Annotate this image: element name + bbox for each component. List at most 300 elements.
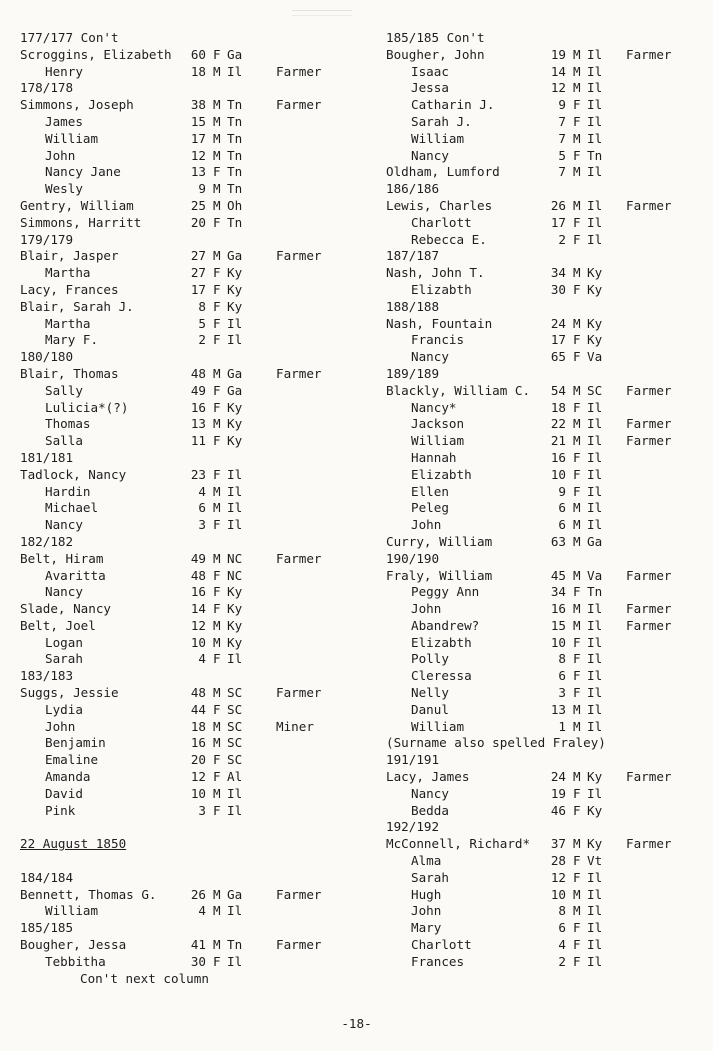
household-number-label: 180/180 xyxy=(20,349,74,365)
person-name: Emaline xyxy=(45,752,99,768)
person-row xyxy=(20,316,360,333)
person-sex: M xyxy=(213,937,221,953)
household-number xyxy=(386,752,696,769)
person-sex: F xyxy=(573,920,581,936)
person-age: 16 xyxy=(190,584,206,600)
person-age: 12 xyxy=(550,869,566,885)
person-name: Nancy* xyxy=(411,399,457,415)
person-row xyxy=(20,786,360,803)
person-birthplace: Ga xyxy=(227,365,243,381)
person-age: 11 xyxy=(190,433,206,449)
person-name: Danul xyxy=(411,701,449,717)
person-birthplace: Vt xyxy=(587,853,603,869)
person-age: 37 xyxy=(550,836,566,852)
person-sex: M xyxy=(213,248,221,264)
person-row xyxy=(20,685,360,702)
person-row xyxy=(20,114,360,131)
person-row xyxy=(20,181,360,198)
person-name: Mary xyxy=(411,920,442,936)
person-birthplace: Il xyxy=(227,785,243,801)
person-sex: M xyxy=(573,886,581,902)
person-occupation: Farmer xyxy=(276,365,322,381)
person-birthplace: Oh xyxy=(227,197,243,213)
person-sex: F xyxy=(213,701,221,717)
person-sex: M xyxy=(573,80,581,96)
person-birthplace: Ga xyxy=(227,886,243,902)
person-row xyxy=(20,735,360,752)
person-birthplace: Tn xyxy=(227,164,243,180)
person-sex: F xyxy=(573,332,581,348)
person-age: 10 xyxy=(550,886,566,902)
person-row xyxy=(20,248,360,265)
person-age: 8 xyxy=(558,651,566,667)
person-name: Salla xyxy=(45,433,83,449)
person-sex: F xyxy=(573,785,581,801)
person-age: 6 xyxy=(558,668,566,684)
person-birthplace: Il xyxy=(587,231,603,247)
person-age: 6 xyxy=(558,517,566,533)
household-number-label: 178/178 xyxy=(20,80,74,96)
person-sex: F xyxy=(213,752,221,768)
person-name: Sarah xyxy=(45,651,83,667)
person-name: Simmons, Joseph xyxy=(20,97,134,113)
person-name: Francis xyxy=(411,332,465,348)
person-row xyxy=(20,500,360,517)
person-sex: F xyxy=(573,634,581,650)
person-sex: F xyxy=(213,769,221,785)
person-age: 14 xyxy=(190,601,206,617)
person-sex: M xyxy=(213,483,221,499)
person-age: 7 xyxy=(558,130,566,146)
person-row xyxy=(386,836,696,853)
person-age: 19 xyxy=(550,785,566,801)
person-sex: F xyxy=(573,466,581,482)
household-number xyxy=(386,551,696,568)
person-name: Tadlock, Nancy xyxy=(20,466,127,482)
person-name: John xyxy=(411,903,442,919)
person-row xyxy=(386,467,696,484)
person-birthplace: SC xyxy=(227,735,243,751)
person-birthplace: Tn xyxy=(227,97,243,113)
person-row xyxy=(386,954,696,971)
person-name: Scroggins, Elizabeth xyxy=(20,46,172,62)
person-row xyxy=(386,332,696,349)
person-row xyxy=(20,702,360,719)
person-sex: F xyxy=(213,265,221,281)
person-name: Suggs, Jessie xyxy=(20,685,119,701)
person-birthplace: Ky xyxy=(227,617,243,633)
person-row xyxy=(20,164,360,181)
person-age: 18 xyxy=(190,718,206,734)
person-birthplace: Va xyxy=(587,567,603,583)
person-birthplace: Il xyxy=(587,433,603,449)
person-sex: M xyxy=(213,97,221,113)
person-sex: M xyxy=(573,500,581,516)
person-sex: F xyxy=(573,668,581,684)
household-number-label: 179/179 xyxy=(20,231,74,247)
person-sex: M xyxy=(573,46,581,62)
person-sex: F xyxy=(213,953,221,969)
person-birthplace: Il xyxy=(587,601,603,617)
person-row xyxy=(20,265,360,282)
person-row xyxy=(386,215,696,232)
person-name: Nancy xyxy=(411,785,449,801)
person-row xyxy=(20,903,360,920)
person-sex: M xyxy=(573,382,581,398)
person-row xyxy=(386,500,696,517)
household-number-label: 177/177 Con't xyxy=(20,30,119,45)
person-occupation: Farmer xyxy=(626,617,672,633)
person-sex: M xyxy=(213,500,221,516)
person-birthplace: Ky xyxy=(227,584,243,600)
person-birthplace: Ga xyxy=(227,248,243,264)
person-row xyxy=(386,887,696,904)
person-name: Michael xyxy=(45,500,99,516)
person-sex: F xyxy=(213,466,221,482)
spacer xyxy=(20,853,360,870)
person-birthplace: Ky xyxy=(587,802,603,818)
person-name: William xyxy=(45,903,99,919)
person-sex: M xyxy=(213,886,221,902)
person-name: Blair, Sarah J. xyxy=(20,298,134,314)
person-row xyxy=(20,97,360,114)
person-age: 7 xyxy=(558,113,566,129)
person-sex: M xyxy=(573,701,581,717)
person-age: 17 xyxy=(190,281,206,297)
person-age: 16 xyxy=(190,399,206,415)
person-sex: F xyxy=(573,281,581,297)
household-number-label: 183/183 xyxy=(20,668,74,684)
person-age: 48 xyxy=(190,685,206,701)
person-sex: M xyxy=(573,836,581,852)
person-row xyxy=(20,635,360,652)
person-birthplace: Il xyxy=(227,63,243,79)
person-occupation: Farmer xyxy=(626,433,672,449)
person-name: John xyxy=(45,718,76,734)
person-name: Lulicia*(?) xyxy=(45,399,129,415)
person-row xyxy=(386,114,696,131)
person-age: 49 xyxy=(190,382,206,398)
person-birthplace: Ky xyxy=(587,315,603,331)
household-number-label: 190/190 xyxy=(386,550,440,566)
person-name: Bougher, Jessa xyxy=(20,937,127,953)
person-birthplace: Tn xyxy=(227,147,243,163)
person-name: James xyxy=(45,113,83,129)
person-birthplace: Ky xyxy=(587,769,603,785)
person-occupation: Farmer xyxy=(276,886,322,902)
person-row xyxy=(386,416,696,433)
person-sex: F xyxy=(573,685,581,701)
person-occupation: Farmer xyxy=(276,685,322,701)
person-name: Bennett, Thomas G. xyxy=(20,886,157,902)
person-name: Catharin J. xyxy=(411,97,495,113)
person-age: 44 xyxy=(190,701,206,717)
person-age: 26 xyxy=(190,886,206,902)
person-sex: M xyxy=(573,517,581,533)
person-sex: M xyxy=(213,181,221,197)
person-row xyxy=(386,651,696,668)
person-age: 12 xyxy=(550,80,566,96)
person-sex: M xyxy=(213,785,221,801)
person-row xyxy=(20,148,360,165)
person-row xyxy=(386,601,696,618)
person-sex: M xyxy=(213,416,221,432)
person-age: 6 xyxy=(558,920,566,936)
person-age: 17 xyxy=(550,214,566,230)
person-name: Nancy xyxy=(45,517,83,533)
person-row xyxy=(20,551,360,568)
person-row xyxy=(20,601,360,618)
household-number xyxy=(386,181,696,198)
person-birthplace: Va xyxy=(587,349,603,365)
person-row xyxy=(20,433,360,450)
person-name: Martha xyxy=(45,265,91,281)
person-name: Nash, Fountain xyxy=(386,315,493,331)
person-birthplace: Il xyxy=(227,903,243,919)
person-name: Belt, Joel xyxy=(20,617,96,633)
person-row xyxy=(386,433,696,450)
person-row xyxy=(386,80,696,97)
person-birthplace: Il xyxy=(587,483,603,499)
person-birthplace: Il xyxy=(587,399,603,415)
person-sex: F xyxy=(573,349,581,365)
person-sex: F xyxy=(213,399,221,415)
person-name: Curry, William xyxy=(386,533,493,549)
person-row xyxy=(20,954,360,971)
person-birthplace: Il xyxy=(587,63,603,79)
person-sex: M xyxy=(213,718,221,734)
person-row xyxy=(386,702,696,719)
person-age: 10 xyxy=(550,466,566,482)
person-birthplace: Ga xyxy=(227,46,243,62)
person-name: Ellen xyxy=(411,483,449,499)
person-sex: F xyxy=(573,853,581,869)
person-birthplace: Il xyxy=(587,718,603,734)
person-sex: F xyxy=(213,214,221,230)
person-name: Simmons, Harritt xyxy=(20,214,142,230)
person-sex: F xyxy=(573,147,581,163)
person-row xyxy=(386,282,696,299)
person-occupation: Farmer xyxy=(626,382,672,398)
person-age: 13 xyxy=(190,164,206,180)
person-sex: F xyxy=(213,332,221,348)
person-row xyxy=(20,383,360,400)
person-sex: M xyxy=(213,735,221,751)
person-name: Isaac xyxy=(411,63,449,79)
person-birthplace: Il xyxy=(587,634,603,650)
person-name: Hardin xyxy=(45,483,91,499)
person-birthplace: Ky xyxy=(587,265,603,281)
person-birthplace: Il xyxy=(227,466,243,482)
person-age: 41 xyxy=(190,937,206,953)
person-birthplace: Il xyxy=(227,500,243,516)
person-row xyxy=(386,484,696,501)
person-name: Bougher, John xyxy=(386,46,485,62)
person-birthplace: Il xyxy=(227,517,243,533)
person-row xyxy=(386,316,696,333)
person-sex: F xyxy=(573,97,581,113)
person-birthplace: Il xyxy=(587,785,603,801)
person-name: Lacy, Frances xyxy=(20,281,119,297)
person-name: Hannah xyxy=(411,449,457,465)
person-age: 9 xyxy=(198,181,206,197)
person-row xyxy=(20,332,360,349)
person-name: John xyxy=(45,147,76,163)
person-age: 12 xyxy=(190,147,206,163)
household-number xyxy=(20,534,360,551)
person-sex: M xyxy=(573,164,581,180)
person-row xyxy=(386,164,696,181)
person-age: 21 xyxy=(550,433,566,449)
person-age: 60 xyxy=(190,46,206,62)
person-age: 12 xyxy=(190,769,206,785)
person-sex: M xyxy=(573,416,581,432)
person-name: Blair, Jasper xyxy=(20,248,119,264)
household-number xyxy=(20,668,360,685)
household-number-label: 186/186 xyxy=(386,181,440,197)
person-birthplace: Il xyxy=(587,517,603,533)
person-sex: F xyxy=(573,113,581,129)
person-row xyxy=(20,517,360,534)
person-name: Peleg xyxy=(411,500,449,516)
person-birthplace: Il xyxy=(587,416,603,432)
person-birthplace: Ky xyxy=(227,634,243,650)
person-sex: F xyxy=(213,651,221,667)
person-row xyxy=(386,853,696,870)
household-number xyxy=(386,30,696,47)
person-row xyxy=(20,618,360,635)
person-sex: F xyxy=(573,483,581,499)
person-occupation: Miner xyxy=(276,718,314,734)
person-sex: M xyxy=(213,197,221,213)
person-name: Rebecca E. xyxy=(411,231,487,247)
person-row xyxy=(20,64,360,81)
person-name: Benjamin xyxy=(45,735,106,751)
person-name: Thomas xyxy=(45,416,91,432)
section-date-label: 22 August 1850 xyxy=(20,836,127,852)
person-age: 20 xyxy=(190,214,206,230)
person-sex: M xyxy=(213,634,221,650)
person-row xyxy=(20,299,360,316)
person-birthplace: Tn xyxy=(587,584,603,600)
person-age: 19 xyxy=(550,46,566,62)
person-row xyxy=(20,282,360,299)
person-name: McConnell, Richard* xyxy=(386,836,531,852)
person-sex: F xyxy=(213,46,221,62)
person-occupation: Farmer xyxy=(626,567,672,583)
person-age: 17 xyxy=(550,332,566,348)
person-row xyxy=(386,668,696,685)
person-age: 8 xyxy=(198,298,206,314)
person-sex: F xyxy=(573,869,581,885)
person-sex: M xyxy=(573,601,581,617)
person-row xyxy=(386,97,696,114)
person-age: 30 xyxy=(190,953,206,969)
person-birthplace: SC xyxy=(227,685,243,701)
person-row xyxy=(386,719,696,736)
person-name: Sally xyxy=(45,382,83,398)
person-birthplace: Ky xyxy=(227,601,243,617)
person-age: 2 xyxy=(558,953,566,969)
person-row xyxy=(386,64,696,81)
person-age: 10 xyxy=(550,634,566,650)
person-age: 38 xyxy=(190,97,206,113)
person-birthplace: Il xyxy=(227,332,243,348)
person-occupation: Farmer xyxy=(626,769,672,785)
person-name: Martha xyxy=(45,315,91,331)
person-name: Sarah J. xyxy=(411,113,472,129)
person-sex: M xyxy=(213,685,221,701)
person-row xyxy=(386,769,696,786)
person-age: 3 xyxy=(558,685,566,701)
person-birthplace: SC xyxy=(227,701,243,717)
person-occupation: Farmer xyxy=(276,248,322,264)
person-row xyxy=(386,383,696,400)
person-occupation: Farmer xyxy=(276,550,322,566)
person-birthplace: Il xyxy=(587,97,603,113)
person-age: 2 xyxy=(558,231,566,247)
person-occupation: Farmer xyxy=(276,937,322,953)
person-birthplace: Il xyxy=(587,46,603,62)
household-number xyxy=(20,870,360,887)
note-text xyxy=(386,735,696,752)
person-birthplace: Tn xyxy=(227,214,243,230)
person-row xyxy=(386,349,696,366)
person-birthplace: Il xyxy=(587,449,603,465)
person-birthplace: Al xyxy=(227,769,243,785)
person-sex: M xyxy=(573,63,581,79)
person-sex: M xyxy=(573,567,581,583)
person-row xyxy=(386,903,696,920)
person-row xyxy=(386,148,696,165)
person-age: 20 xyxy=(190,752,206,768)
household-number xyxy=(386,299,696,316)
household-number xyxy=(386,248,696,265)
person-age: 18 xyxy=(550,399,566,415)
person-birthplace: SC xyxy=(587,382,603,398)
person-row xyxy=(386,47,696,64)
person-birthplace: Il xyxy=(587,920,603,936)
note-text-label: (Surname also spelled Fraley) xyxy=(386,735,606,751)
person-row xyxy=(386,568,696,585)
person-birthplace: Ky xyxy=(227,399,243,415)
person-name: William xyxy=(411,130,465,146)
person-sex: F xyxy=(213,315,221,331)
person-sex: M xyxy=(213,365,221,381)
person-name: Fraly, William xyxy=(386,567,493,583)
person-birthplace: Il xyxy=(587,466,603,482)
person-age: 49 xyxy=(190,550,206,566)
household-number-label: 188/188 xyxy=(386,298,440,314)
person-age: 4 xyxy=(198,483,206,499)
household-number xyxy=(20,349,360,366)
person-name: Lewis, Charles xyxy=(386,197,493,213)
person-occupation: Farmer xyxy=(626,197,672,213)
person-sex: F xyxy=(213,382,221,398)
person-row xyxy=(20,719,360,736)
person-row xyxy=(20,803,360,820)
person-sex: M xyxy=(213,617,221,633)
person-birthplace: Il xyxy=(227,651,243,667)
person-row xyxy=(386,870,696,887)
person-row xyxy=(386,131,696,148)
person-age: 6 xyxy=(558,500,566,516)
person-row xyxy=(386,534,696,551)
person-occupation: Farmer xyxy=(276,97,322,113)
person-name: Pink xyxy=(45,802,76,818)
person-name: Nancy Jane xyxy=(45,164,121,180)
person-age: 23 xyxy=(190,466,206,482)
